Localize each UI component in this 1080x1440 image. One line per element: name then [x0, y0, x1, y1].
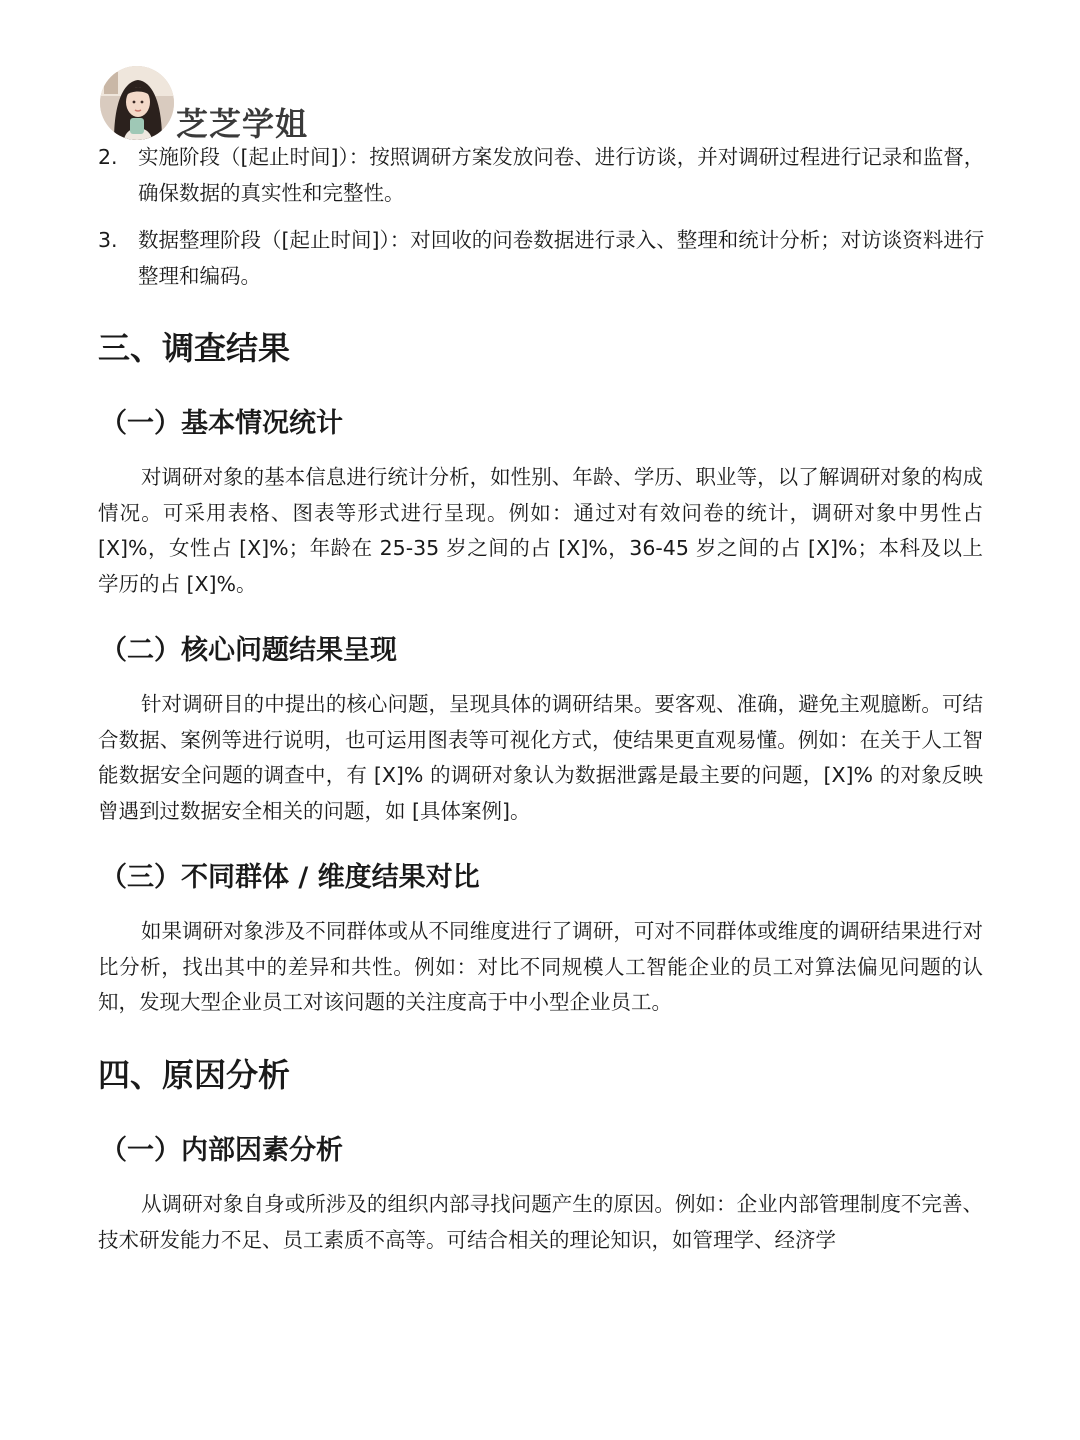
paragraph-basic-stats: 对调研对象的基本信息进行统计分析，如性别、年龄、学历、职业等，以了解调研对象的构成情况。可采用表格、图表等形式进行呈现。例如：通过对有效问卷的统计，调研对象中男性占 [X]%，女性占 [X]%；年龄在 25-35 岁之间的占 [X]%，36-45 岁之间的占 [X]%；本科及以上学历的占 [X]%。 [98, 465, 983, 596]
brand-name: 芝芝学姐 [176, 105, 309, 143]
paragraph-internal-factors: 从调研对象自身或所涉及的组织内部寻找问题产生的原因。例如：企业内部管理制度不完善、技术研发能力不足、员工素质不高等。可结合相关的理论知识，如管理学、经济学 [98, 1192, 983, 1252]
paragraph-core-results: 针对调研目的中提出的核心问题，呈现具体的调研结果。要客观、准确，避免主观臆断。可结合数据、案例等进行说明，也可运用图表等可视化方式，使结果更直观易懂。例如：在关于人工智能数据安全问题的调查中，有 [X]% 的调研对象认为数据泄露是最主要的问题，[X]% 的对象反映曾遇到过数据安全相关的问题，如 [具体案例]。 [98, 692, 983, 823]
list-text: 实施阶段（[起止时间]）：按照调研方案发放问卷、进行访谈，并对调研过程进行记录和监督，确保数据的真实性和完整性。 [138, 145, 985, 205]
section-heading-results: 三、调查结果 [98, 329, 291, 367]
subsection-heading-core-results: （二）核心问题结果呈现 [100, 635, 397, 666]
paragraph-group-comparison: 如果调研对象涉及不同群体或从不同维度进行了调研，可对不同群体或维度的调研结果进行对比分析，找出其中的差异和共性。例如：对比不同规模人工智能企业的员工对算法偏见问题的认知，发现大型企业员工对该问题的关注度高于中小型企业员工。 [98, 919, 983, 1014]
author-watermark [100, 66, 330, 146]
list-item [98, 222, 988, 294]
list-number: 2. [98, 145, 118, 169]
list-item [98, 139, 988, 211]
avatar [100, 66, 174, 140]
list-number: 3. [98, 228, 118, 252]
subsection-heading-basic-stats: （一）基本情况统计 [100, 408, 343, 439]
list-text: 数据整理阶段（[起止时间]）：对回收的问卷数据进行录入、整理和统计分析；对访谈资料进行整理和编码。 [138, 228, 985, 288]
section-heading-cause-analysis: 四、原因分析 [98, 1056, 291, 1094]
subsection-heading-internal-factors: （一）内部因素分析 [100, 1135, 343, 1166]
subsection-heading-group-comparison: （三）不同群体 / 维度结果对比 [100, 862, 480, 893]
avatar-portrait-icon [100, 66, 174, 140]
